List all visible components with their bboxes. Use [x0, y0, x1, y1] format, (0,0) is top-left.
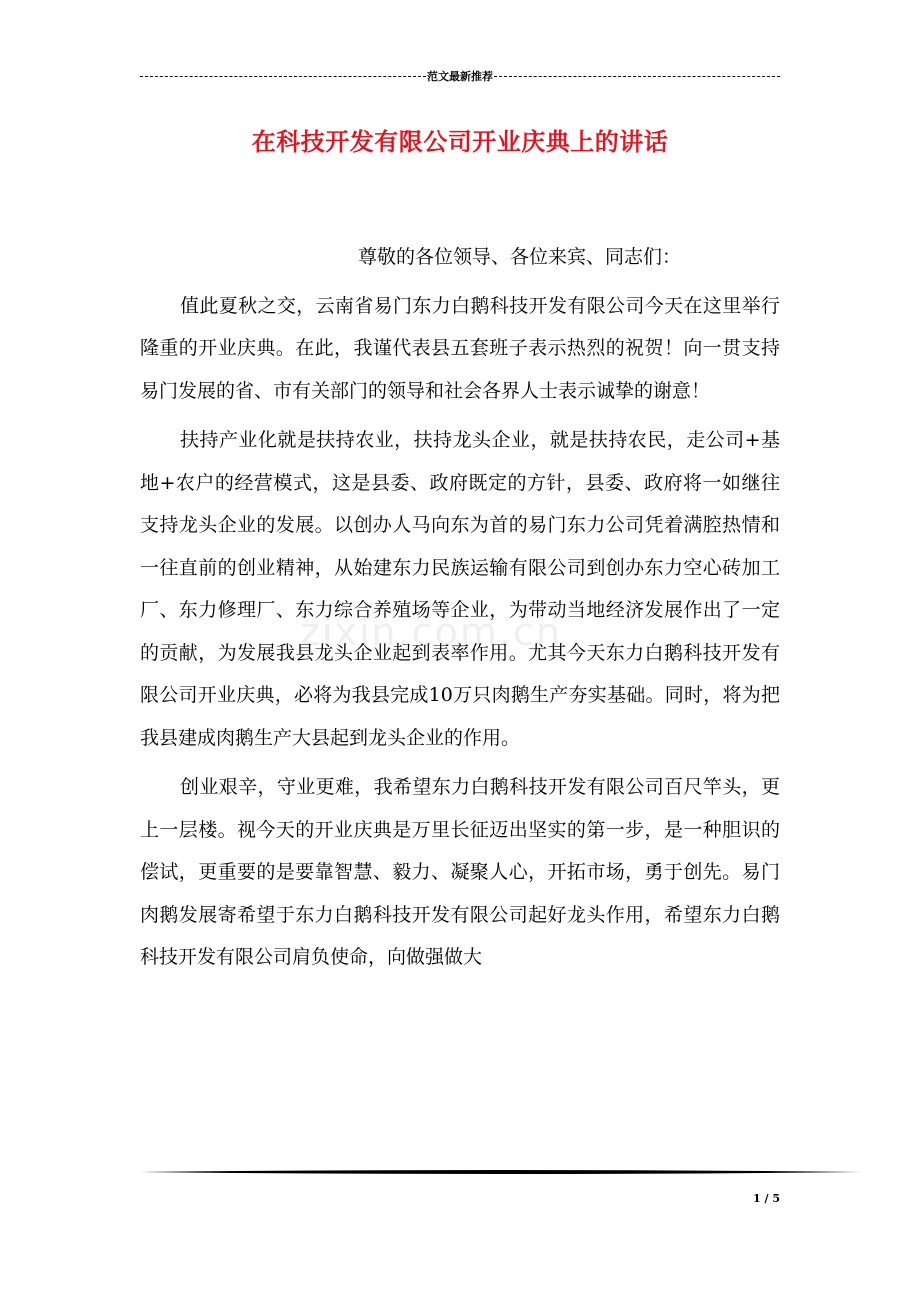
document-title: 在科技开发有限公司开业庆典上的讲话 [251, 127, 669, 156]
header-dashes-right [494, 76, 780, 77]
header-dashes-left [140, 76, 426, 77]
paragraph: 扶持产业化就是扶持农业，扶持龙头企业，就是扶持农民，走公司+基地+农户的经营模式，这是县委、政府既定的方针，县委、政府将一如继往支持龙头企业的发展。以创办人马向东为首的易门东力公司凭着满腔热情和一往直前的创业精神，从始建东力民族运输有限公司到创办东力空心砖加工厂、东力修理厂、东力综合养殖场等企业，为带动当地经济发展作出了一定的贡献，为发展我县龙头企业起到表率作用。尤其今天东力白鹅科技开发有限公司开业庆典，必将为我县完成10万只肉鹅生产夯实基础。同时，将为把我县建成肉鹅生产大县起到龙头企业的作用。 [140, 429, 780, 749]
paragraph: 创业艰辛，守业更难，我希望东力白鹅科技开发有限公司百尺竿头，更上一层楼。视今天的开业庆典是万里长征迈出坚实的第一步，是一种胆识的偿试，更重要的是要靠智慧、毅力、凝聚人心，开拓市场，勇于创先。易门肉鹅发展寄希望于东力白鹅科技开发有限公司起好龙头作用，希望东力白鹅科技开发有限公司肩负使命，向做强做大 [140, 776, 780, 968]
footer-rule [140, 1166, 862, 1178]
salutation: 尊敬的各位领导、各位来宾、同志们： [358, 246, 682, 268]
page-header [140, 66, 780, 86]
header-label: 范文最新推荐 [427, 70, 493, 83]
watermark: zixin.com.cn [300, 610, 562, 654]
paragraph: 值此夏秋之交，云南省易门东力白鹅科技开发有限公司今天在这里举行隆重的开业庆典。在此，我谨代表县五套班子表示热烈的祝贺！向一贯支持易门发展的省、市有关部门的领导和社会各界人士表示诚挚的谢意！ [140, 294, 780, 402]
document-body [140, 236, 780, 986]
page-number: 1 / 5 [753, 1192, 780, 1205]
